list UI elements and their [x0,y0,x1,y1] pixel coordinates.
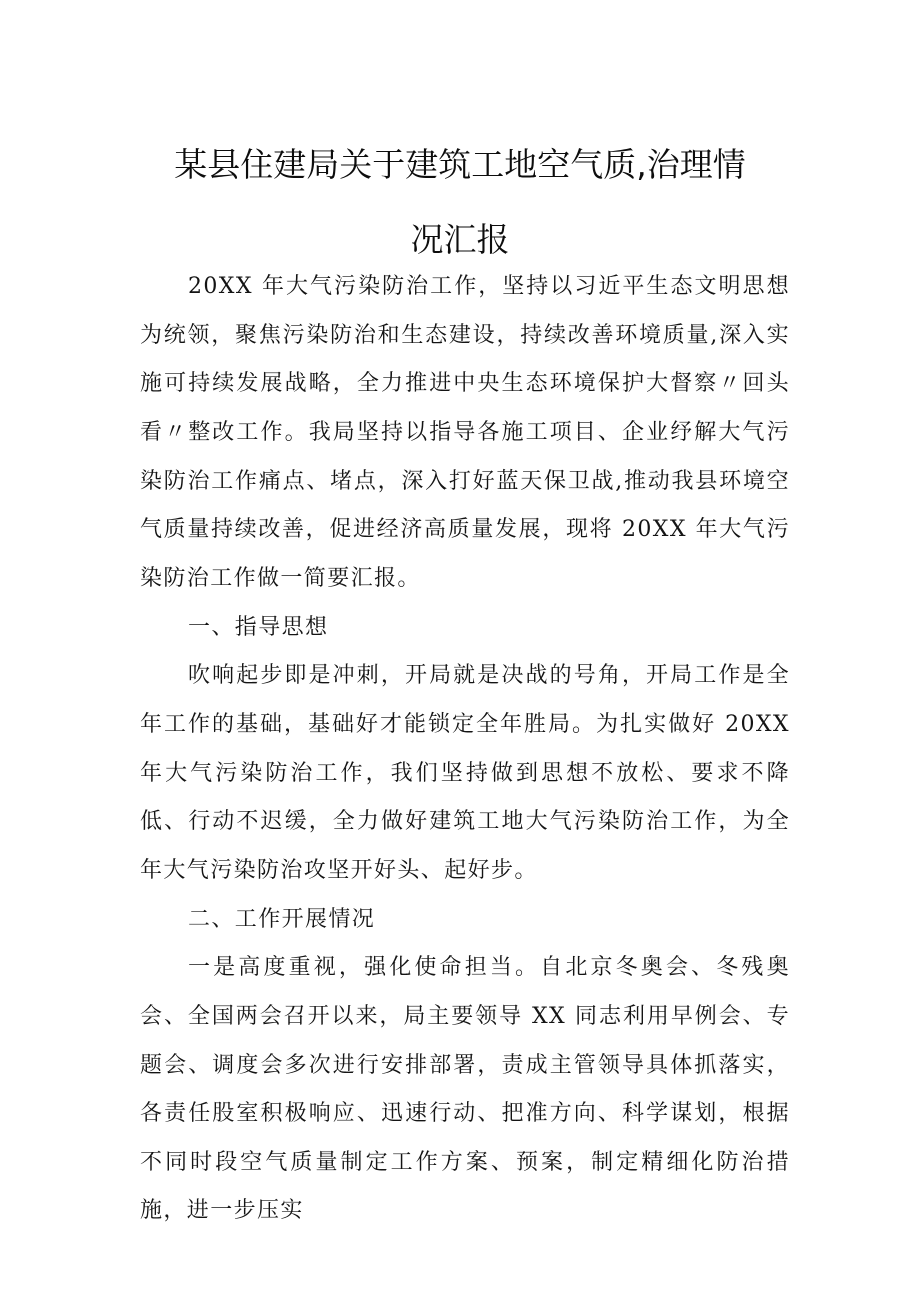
document-body [140,263,790,1236]
document-title-line-2: 况汇报 [410,220,510,259]
paragraph-work-progress: 一是高度重视，强化使命担当。自北京冬奥会、冬残奥会、全国两会召开以来，局主要领导 XX 同志利用早例会、专题会、调度会多次进行安排部署，责成主管领导具体抓落实，各责任股室积极响应、迅速行动、把准方向、科学谋划，根据不同时段空气质量制定工作方案、预案，制定精细化防治措施，进一步压实 [140,955,790,1224]
paragraph-intro: 20XX 年大气污染防治工作，坚持以习近平生态文明思想为统领，聚焦污染防治和生态建设，持续改善环境质量,深入实施可持续发展战略，全力推进中央生态环境保护大督察〃回头看〃整改工作。我局坚持以指导各施工项目、企业纾解大气污染防治工作痛点、堵点，深入打好蓝天保卫战,推动我县环境空气质量持续改善，促进经济高质量发展，现将 20XX 年大气污染防治工作做一简要汇报。 [140,274,790,591]
section-heading-work-progress: 二、工作开展情况 [188,906,376,932]
paragraph-guiding-thought: 吹响起步即是冲刺，开局就是决战的号角，开局工作是全年工作的基础，基础好才能锁定全年胜局。为扎实做好 20XX 年大气污染防治工作，我们坚持做到思想不放松、要求不降低、行动不迟缓，全力做好建筑工地大气污染防治工作，为全年大气污染防治攻坚开好头、起好步。 [140,663,790,883]
section-heading-guiding-thought: 一、指导思想 [188,614,329,640]
document-title-line-1: 某县住建局关于建筑工地空气质,治理情 [174,145,746,184]
